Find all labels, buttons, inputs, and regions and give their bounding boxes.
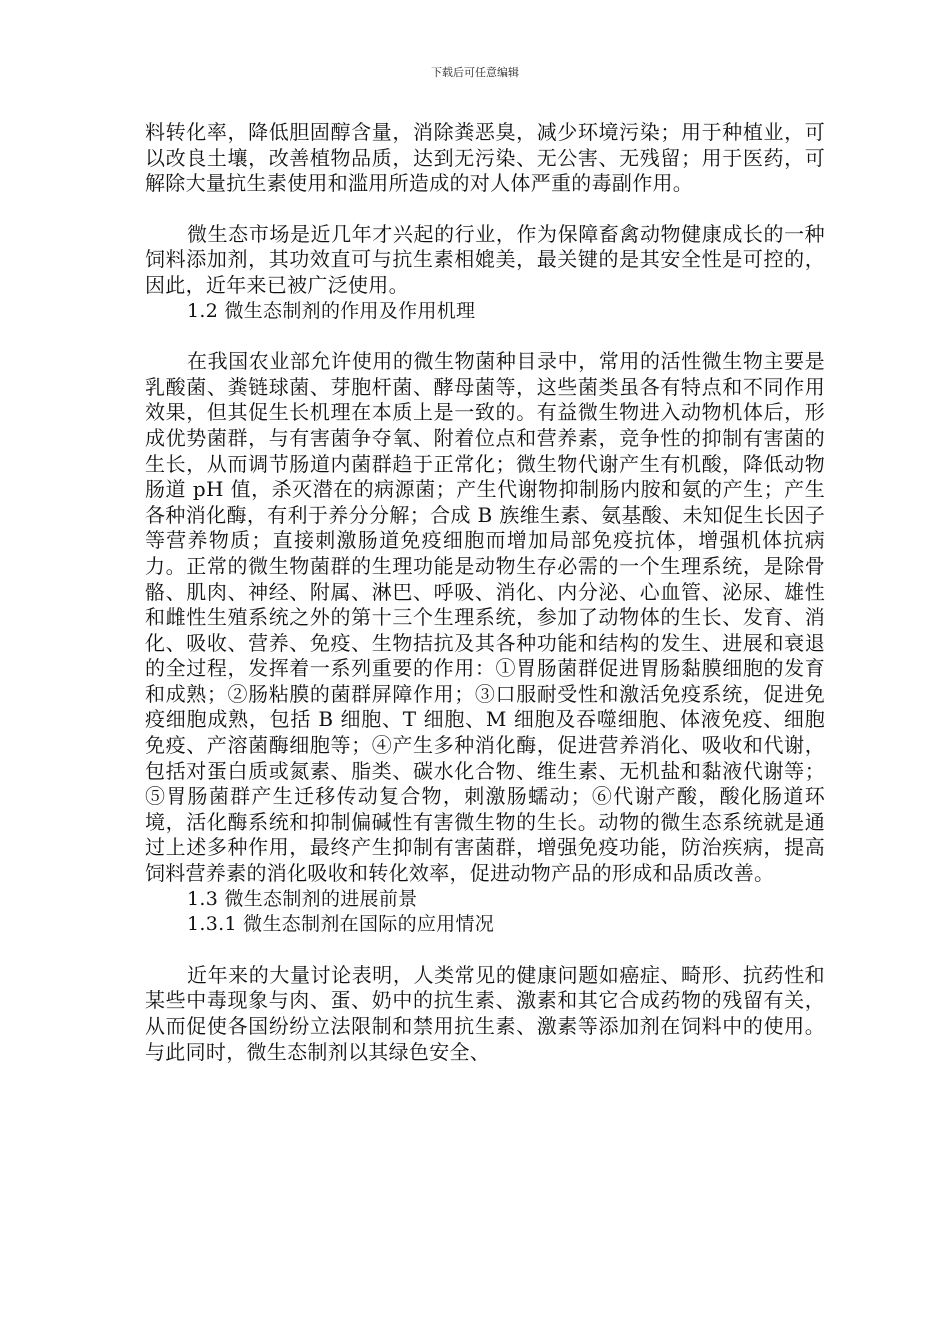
header-note: 下载后可任意编辑 — [431, 66, 519, 79]
section-heading-1-3: 1.3 微生态制剂的进展前景 — [187, 887, 418, 910]
paragraph-3: 在我国农业部允许使用的微生物菌种目录中，常用的活性微生物主要是乳酸菌、粪链球菌、芽胞杆菌、酵母菌等，这些菌类虽各有特点和不同作用效果，但其促生长机理在本质上是一致的。有益微生物进入动物机体后，形成优势菌群，与有害菌争夺氧、附着位点和营养素，竞争性的抑制有害菌的生长，从而调节肠道内菌群趋于正常化；微生物代谢产生有机酸，降低动物肠道 pH 值，杀灭潜在的病源菌；产生代谢物抑制肠内胺和氨的产生；产生各种消化酶，有利于养分分解；合成 B 族维生素、氨基酸、未知促生长因子等营养物质；直接刺激肠道免疫细胞而增加局部免疫抗体，增强机体抗病力。正常的微生物菌群的生理功能是动物生存必需的一个生理系统，是除骨骼、肌肉、神经、附属、淋巴、呼吸、消化、内分泌、心血管、泌尿、雄性和雌性生殖系统之外的第十三个生理系统，参加了动物体的生长、发育、消化、吸收、营养、免疫、生物拮抗及其各种功能和结构的发生、进展和衰退的全过程，发挥着一系列重要的作用：①胃肠菌群促进胃肠黏膜细胞的发育和成熟；②肠粘膜的菌群屏障作用；③口服耐受性和激活免疫系统，促进免疫细胞成熟，包括 B 细胞、T 细胞、M 细胞及吞噬细胞、体液免疫、细胞免疫、产溶菌酶细胞等；④产生多种消化酶，促进营养消化、吸收和代谢，包括对蛋白质或氮素、脂类、碳水化合物、维生素、无机盐和黏液代谢等；⑤胃肠菌群产生迁移传动复合物，刺激肠蠕动；⑥代谢产酸，酸化肠道环境，活化酶系统和抑制偏碱性有害微生物的生长。动物的微生态系统就是通过上述多种作用，最终产生抑制有害菌群，增强免疫功能，防治疾病，提高饲料营养素的消化吸收和转化效率，促进动物产品的形成和品质改善。 — [145, 349, 825, 886]
document-body — [145, 120, 825, 1065]
section-heading-1-2: 1.2 微生态制剂的作用及作用机理 — [187, 299, 476, 322]
paragraph-1: 料转化率，降低胆固醇含量，消除粪恶臭，减少环境污染；用于种植业，可以改良土壤，改善植物品质，达到无污染、无公害、无残留；用于医药，可解除大量抗生素使用和滥用所造成的对人体严重的毒副作用。 — [145, 120, 825, 196]
paragraph-4: 近年来的大量讨论表明，人类常见的健康问题如癌症、畸形、抗药性和某些中毒现象与肉、蛋、奶中的抗生素、激素和其它合成药物的残留有关，从而促使各国纷纷立法限制和禁用抗生素、激素等添加剂在饲料中的使用。与此同时，微生态制剂以其绿色安全、 — [145, 962, 825, 1064]
paragraph-2: 微生态市场是近几年才兴起的行业，作为保障畜禽动物健康成长的一种饲料添加剂，其功效直可与抗生素相媲美，最关键的是其安全性是可控的，因此，近年来已被广泛使用。 — [145, 221, 825, 297]
section-heading-1-3-1: 1.3.1 微生态制剂在国际的应用情况 — [187, 913, 495, 936]
